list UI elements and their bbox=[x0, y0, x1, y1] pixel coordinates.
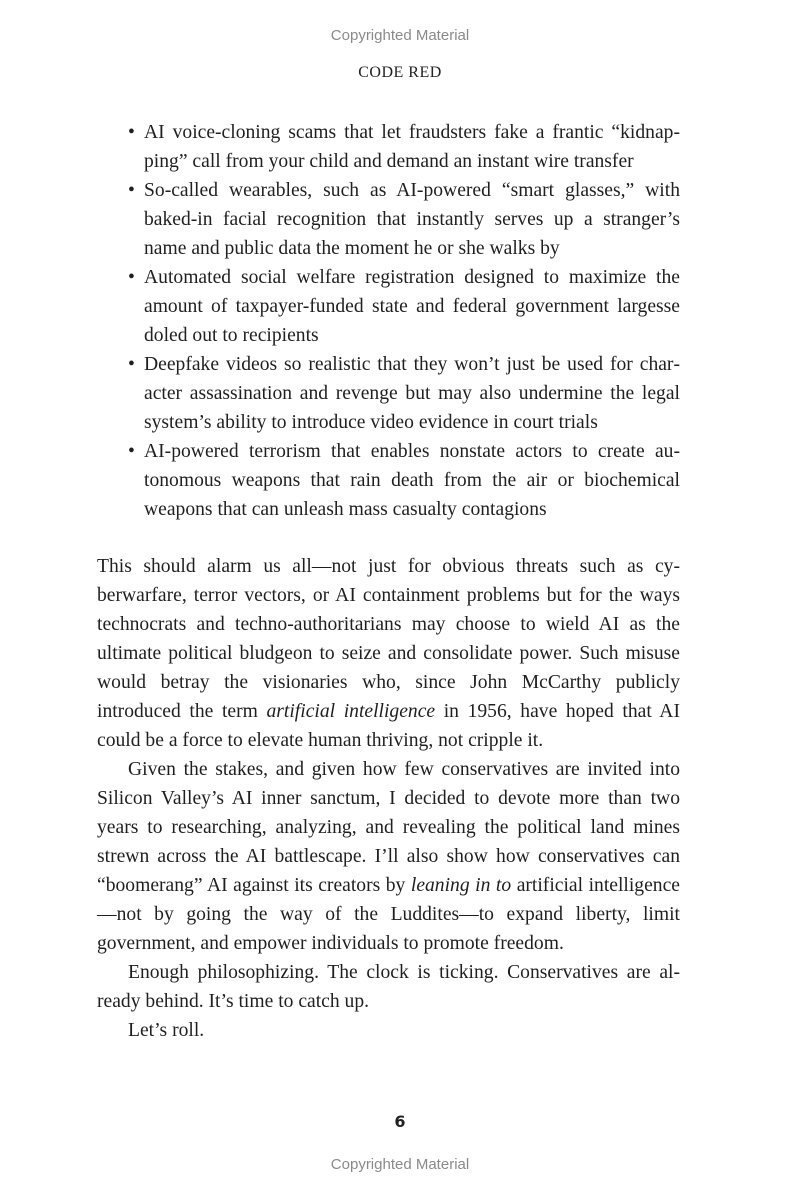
bullet-icon: • bbox=[128, 354, 135, 375]
bullet-text: Automated social welfare registration designed to maximize the amount of taxpayer-funded state and federal government largesse doled out to recipients bbox=[144, 267, 680, 346]
bullet-icon: • bbox=[128, 180, 135, 201]
italic-term: artificial intelligence bbox=[266, 701, 436, 722]
bullet-item bbox=[128, 350, 680, 437]
bullet-icon: • bbox=[128, 267, 135, 288]
paragraph-text: This should alarm us all—not just for obvious threats such as cyberwarfare, terror vectors, or AI containment problems but for the ways technocrats and techno-authoritarians may choose to wield AI as the ultimate political bludgeon to seize and consolidate power. Such misuse would betray the visionaries who, since John McCarthy publicly introduced the term bbox=[97, 556, 680, 722]
paragraph-text: artificial intelligence—not by going the way of the Luddites—to expand liberty, limit government, and empower individuals to promote freedom. bbox=[97, 875, 680, 954]
paragraph bbox=[97, 552, 680, 755]
bullet-item bbox=[128, 176, 680, 263]
body-text bbox=[97, 552, 680, 1045]
copyright-watermark-bottom: Copyrighted Material bbox=[330, 1156, 470, 1173]
paragraph-text: Given the stakes, and given how few conservatives are invited into Silicon Valley’s AI inner sanctum, I decided to devote more than two years to researching, analyzing, and revealing the political land mines strewn across the AI battlescape. I’ll also show how conservatives can “boomerang” AI against its creators by bbox=[97, 759, 680, 896]
bullet-icon: • bbox=[128, 441, 135, 462]
bullet-text: AI voice-cloning scams that let fraudsters fake a frantic “kidnapping” call from your child and demand an instant wire transfer bbox=[144, 122, 680, 172]
bullet-text: Deepfake videos so realistic that they won’t just be used for character assassination and revenge but may also undermine the legal system’s ability to introduce video evidence in court trials bbox=[144, 354, 680, 433]
paragraph: Let’s roll. bbox=[128, 1020, 205, 1041]
bullet-item bbox=[128, 263, 680, 350]
running-head: CODE RED bbox=[358, 64, 442, 81]
paragraph bbox=[97, 755, 680, 958]
italic-phrase: leaning in to bbox=[410, 875, 512, 896]
bullet-text: AI-powered terrorism that enables nonstate actors to create autonomous weapons that rain death from the air or biochemical weapons that can unleash mass casualty contagions bbox=[144, 441, 680, 520]
paragraph-text: in 1956, have hoped that AI could be a force to elevate human thriving, not cripple it. bbox=[97, 701, 680, 751]
paragraph: Enough philosophizing. The clock is ticking. Conservatives are already behind. It’s time to catch up. bbox=[97, 962, 680, 1012]
bullet-list bbox=[128, 118, 680, 524]
copyright-watermark-top: Copyrighted Material bbox=[330, 27, 470, 44]
bullet-item bbox=[128, 118, 680, 176]
bullet-item bbox=[128, 437, 680, 524]
bullet-text: So-called wearables, such as AI-powered “smart glasses,” with baked-in facial recognition that instantly serves up a stranger’s name and public data the moment he or she walks by bbox=[144, 180, 680, 259]
bullet-icon: • bbox=[128, 122, 135, 143]
page-number: 6 bbox=[394, 1112, 406, 1131]
